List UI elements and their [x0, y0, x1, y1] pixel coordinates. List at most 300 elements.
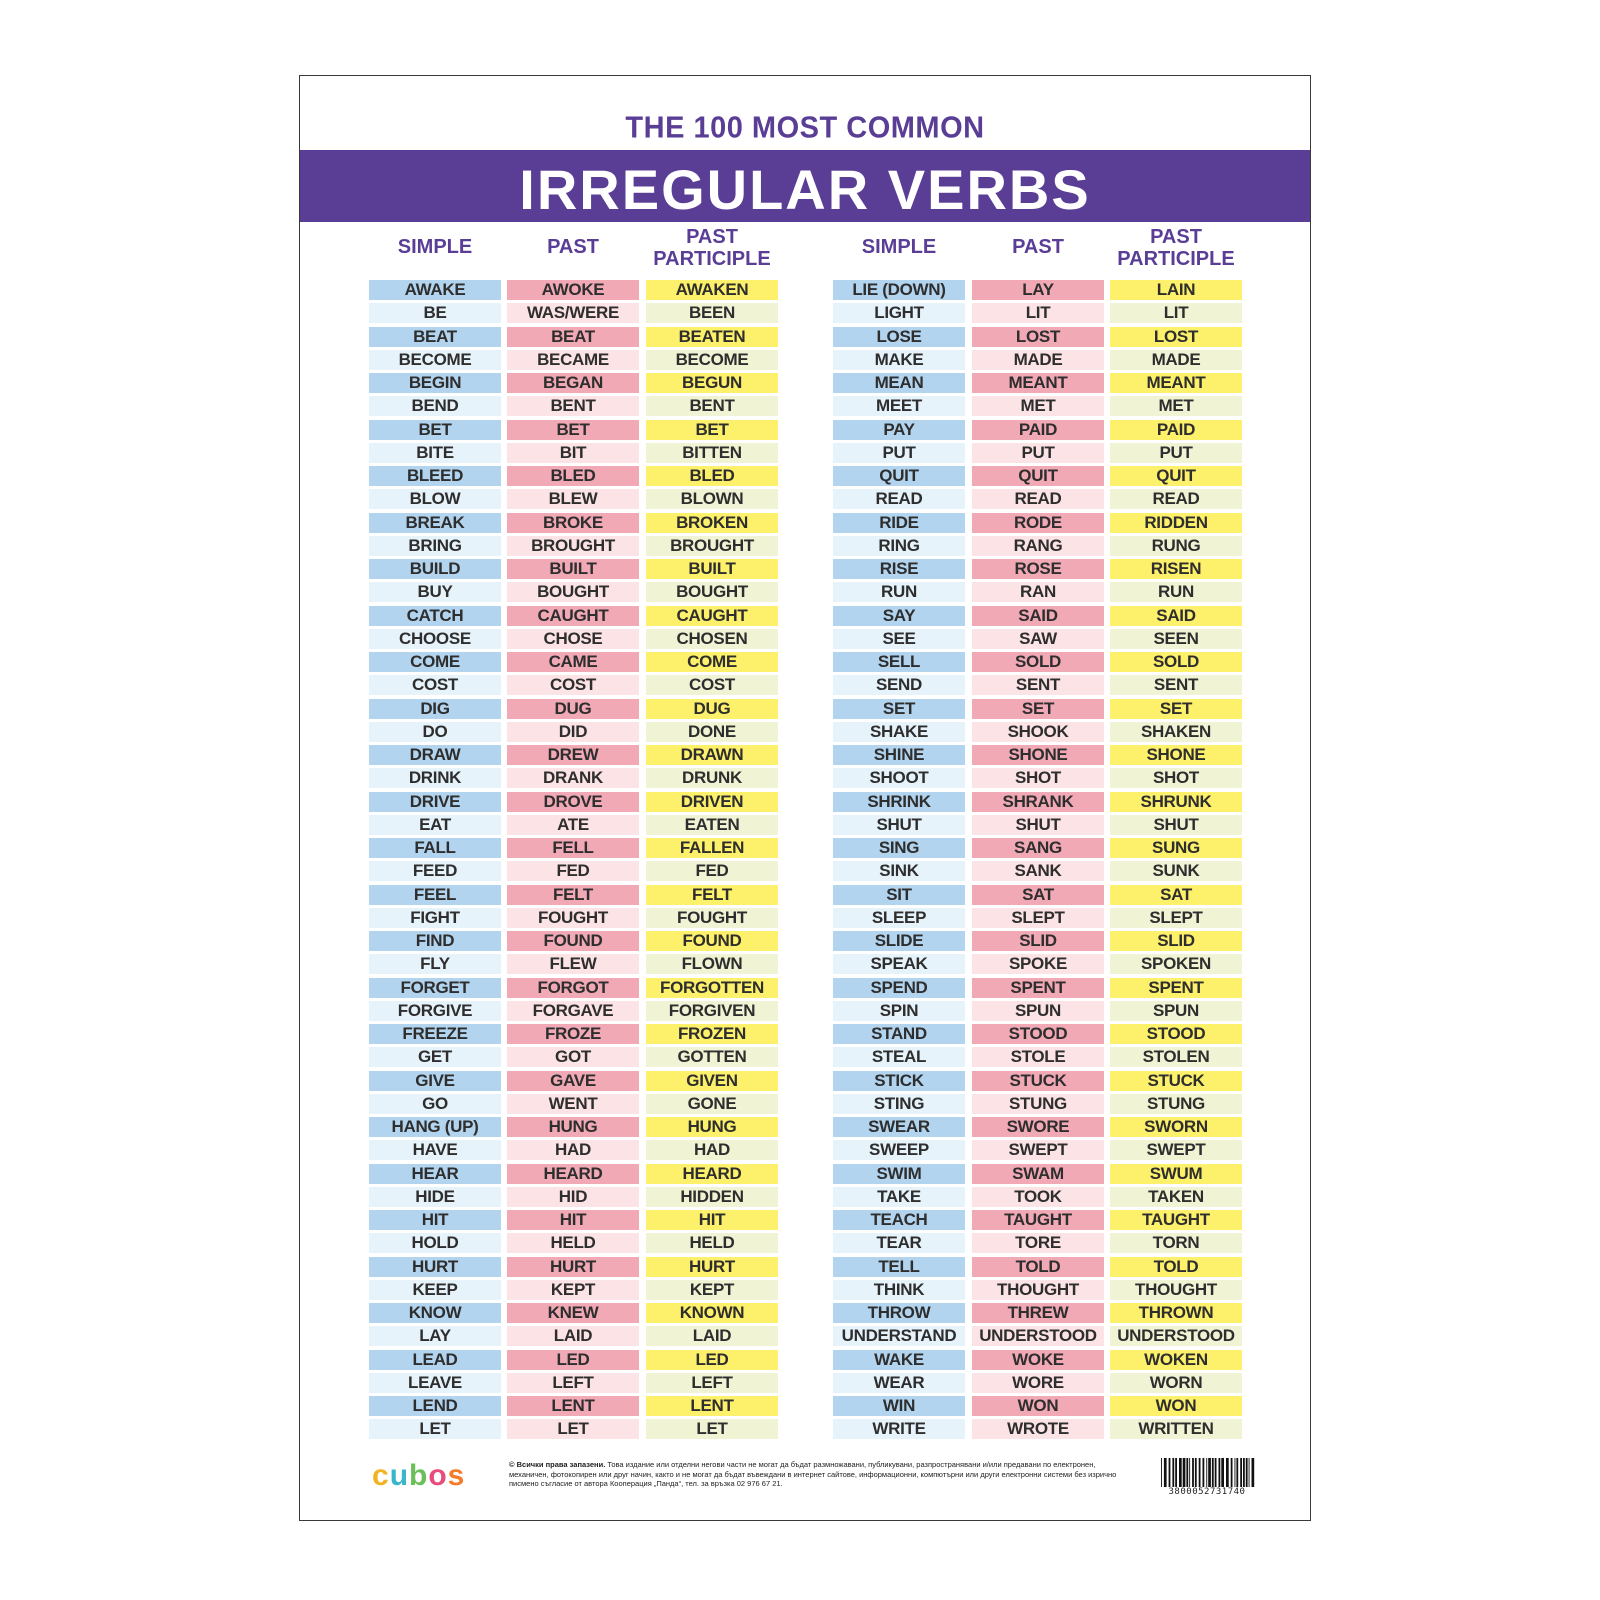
verb-cell-simple: FIND: [369, 931, 501, 951]
verb-cell-past-participle: BUILT: [646, 559, 778, 579]
column-header-past-participle: [646, 226, 778, 270]
verb-cell-past-participle: UNDERSTOOD: [1110, 1326, 1242, 1346]
verb-cell-past: HIT: [507, 1210, 639, 1230]
title-banner: [300, 150, 1310, 222]
logo-letter: u: [389, 1461, 410, 1491]
verb-cell-simple: KNOW: [369, 1303, 501, 1323]
logo-letter: c: [372, 1461, 390, 1491]
verb-cell-past-participle: MET: [1110, 396, 1242, 416]
verb-cell-past: SLID: [972, 931, 1104, 951]
verb-cell-past: BECAME: [507, 350, 639, 370]
verb-cell-past: WON: [972, 1396, 1104, 1416]
verb-cell-past: FED: [507, 861, 639, 881]
verb-cell-past: DUG: [507, 699, 639, 719]
verb-cell-past: HID: [507, 1187, 639, 1207]
verb-cell-past-participle: FALLEN: [646, 838, 778, 858]
verb-cell-past: LED: [507, 1350, 639, 1370]
verb-cell-past: PUT: [972, 443, 1104, 463]
verb-cell-past: SAW: [972, 629, 1104, 649]
verb-cell-simple: SPEAK: [833, 954, 965, 974]
verb-cell-past: DROVE: [507, 792, 639, 812]
verb-cell-simple: FEEL: [369, 885, 501, 905]
verb-cell-simple: TAKE: [833, 1187, 965, 1207]
verb-cell-past: WOKE: [972, 1350, 1104, 1370]
verb-cell-past: LIT: [972, 303, 1104, 323]
verb-cell-past-participle: PUT: [1110, 443, 1242, 463]
verb-cell-simple: BE: [369, 303, 501, 323]
verb-cell-past-participle: THOUGHT: [1110, 1280, 1242, 1300]
verb-cell-past-participle: CAUGHT: [646, 606, 778, 626]
verb-cell-past: SLEPT: [972, 908, 1104, 928]
verb-cell-past: PAID: [972, 420, 1104, 440]
verb-cell-past: SPENT: [972, 978, 1104, 998]
verb-cell-past: CAUGHT: [507, 606, 639, 626]
cubos-logo: [372, 1461, 486, 1491]
verb-cell-past-participle: SEEN: [1110, 629, 1242, 649]
verb-cell-past: ROSE: [972, 559, 1104, 579]
verb-cell-past-participle: GOTTEN: [646, 1047, 778, 1067]
column-header-past: PAST: [547, 236, 599, 258]
verb-cell-past: BROKE: [507, 513, 639, 533]
verb-cell-past: LAID: [507, 1326, 639, 1346]
column-header-past-participle-line2: PARTICIPLE: [653, 248, 771, 270]
verb-cell-simple: STAND: [833, 1024, 965, 1044]
verb-cell-past-participle: SPOKEN: [1110, 954, 1242, 974]
verb-cell-simple: SET: [833, 699, 965, 719]
verb-cell-simple: COST: [369, 675, 501, 695]
verb-cell-past: KEPT: [507, 1280, 639, 1300]
verb-cell-simple: LET: [369, 1419, 501, 1439]
verb-cell-simple: SAY: [833, 606, 965, 626]
verb-cell-simple: STEAL: [833, 1047, 965, 1067]
verb-cell-past: SWEPT: [972, 1140, 1104, 1160]
verb-cell-past: THOUGHT: [972, 1280, 1104, 1300]
column-header-past-participle-line2: PARTICIPLE: [1117, 248, 1235, 270]
verb-cell-simple: FIGHT: [369, 908, 501, 928]
verb-cell-past: SHUT: [972, 815, 1104, 835]
verb-cell-past-participle: FORGIVEN: [646, 1001, 778, 1021]
verb-cell-past: MET: [972, 396, 1104, 416]
legal-notice-bold: © Всички права запазени.: [509, 1460, 606, 1469]
verb-cell-simple: SHAKE: [833, 722, 965, 742]
verb-cell-past: WORE: [972, 1373, 1104, 1393]
verb-cell-simple: BEAT: [369, 327, 501, 347]
verb-cell-simple: LEAVE: [369, 1373, 501, 1393]
verb-cell-past: KNEW: [507, 1303, 639, 1323]
verb-cell-simple: SLEEP: [833, 908, 965, 928]
verb-cell-past: BROUGHT: [507, 536, 639, 556]
verb-cell-past: SHOOK: [972, 722, 1104, 742]
poster: [299, 75, 1311, 1521]
verb-cell-past-participle: BECOME: [646, 350, 778, 370]
verb-cell-past-participle: BET: [646, 420, 778, 440]
verb-cell-past-participle: SET: [1110, 699, 1242, 719]
verb-cell-simple: MEET: [833, 396, 965, 416]
verb-cell-past-participle: SHUT: [1110, 815, 1242, 835]
verb-cell-past: SWORE: [972, 1117, 1104, 1137]
verb-cell-simple: BRING: [369, 536, 501, 556]
verb-cell-past-participle: FELT: [646, 885, 778, 905]
verb-cell-past-participle: STOLEN: [1110, 1047, 1242, 1067]
verb-cell-past-participle: BITTEN: [646, 443, 778, 463]
verb-cell-past-participle: SHAKEN: [1110, 722, 1242, 742]
verb-cell-simple: DO: [369, 722, 501, 742]
verb-cell-past-participle: SUNK: [1110, 861, 1242, 881]
verb-cell-simple: LAY: [369, 1326, 501, 1346]
verb-cell-simple: UNDERSTAND: [833, 1326, 965, 1346]
verb-cell-past-participle: WON: [1110, 1396, 1242, 1416]
verb-cell-past-participle: FORGOTTEN: [646, 978, 778, 998]
column-header-past-participle-line1: PAST: [1150, 226, 1202, 248]
verb-cell-simple: FORGIVE: [369, 1001, 501, 1021]
verb-cell-past-participle: TAKEN: [1110, 1187, 1242, 1207]
verb-cell-past-participle: LED: [646, 1350, 778, 1370]
verb-cell-past-participle: FED: [646, 861, 778, 881]
column-header-simple: SIMPLE: [861, 236, 937, 258]
verb-cell-simple: BLOW: [369, 489, 501, 509]
verb-cell-simple: SHINE: [833, 745, 965, 765]
verb-cell-past-participle: DRAWN: [646, 745, 778, 765]
verb-cell-past-participle: LET: [646, 1419, 778, 1439]
verb-cell-past: BLEW: [507, 489, 639, 509]
verb-cell-past-participle: EATEN: [646, 815, 778, 835]
verb-cell-past-participle: SLID: [1110, 931, 1242, 951]
verb-cell-simple: BUY: [369, 582, 501, 602]
verb-cell-past: BEAT: [507, 327, 639, 347]
column-header-past: PAST: [1012, 236, 1064, 258]
verb-cell-past-participle: HURT: [646, 1257, 778, 1277]
verb-cell-past-participle: DONE: [646, 722, 778, 742]
verb-cell-past: LAY: [972, 280, 1104, 300]
verb-cell-past-participle: GIVEN: [646, 1071, 778, 1091]
verb-cell-past-participle: BEGUN: [646, 373, 778, 393]
verb-cell-past-participle: SLEPT: [1110, 908, 1242, 928]
verb-cell-simple: SWEAR: [833, 1117, 965, 1137]
verb-cell-past: RODE: [972, 513, 1104, 533]
verb-cell-past-participle: HIT: [646, 1210, 778, 1230]
verb-cell-past-participle: HIDDEN: [646, 1187, 778, 1207]
verb-cell-past-participle: BLOWN: [646, 489, 778, 509]
verb-cell-past: MADE: [972, 350, 1104, 370]
logo-letter: o: [428, 1461, 448, 1491]
verb-cell-simple: STING: [833, 1094, 965, 1114]
verb-cell-past-participle: COME: [646, 652, 778, 672]
verb-cell-past: SHRANK: [972, 792, 1104, 812]
verb-cell-past-participle: QUIT: [1110, 466, 1242, 486]
verb-cell-past-participle: LIT: [1110, 303, 1242, 323]
verb-cell-simple: HURT: [369, 1257, 501, 1277]
verb-cell-simple: SHRINK: [833, 792, 965, 812]
verb-cell-simple: SING: [833, 838, 965, 858]
verb-cell-past: STOLE: [972, 1047, 1104, 1067]
verb-cell-past-participle: LOST: [1110, 327, 1242, 347]
verb-cell-past-participle: LEFT: [646, 1373, 778, 1393]
verb-cell-past: LOST: [972, 327, 1104, 347]
verb-cell-simple: SIT: [833, 885, 965, 905]
verb-cell-past-participle: RUNG: [1110, 536, 1242, 556]
verb-cell-past: WROTE: [972, 1419, 1104, 1439]
verb-cell-past: HELD: [507, 1233, 639, 1253]
verb-cell-past-participle: SPUN: [1110, 1001, 1242, 1021]
verb-cell-past-participle: TAUGHT: [1110, 1210, 1242, 1230]
verb-cell-past-participle: KEPT: [646, 1280, 778, 1300]
verb-cell-past: FELL: [507, 838, 639, 858]
verb-cell-simple: COME: [369, 652, 501, 672]
verb-cell-simple: DRAW: [369, 745, 501, 765]
verb-cell-past-participle: SAT: [1110, 885, 1242, 905]
verb-cell-simple: RUN: [833, 582, 965, 602]
verb-cell-past-participle: COST: [646, 675, 778, 695]
verb-cell-simple: LEAD: [369, 1350, 501, 1370]
verb-cell-past-participle: FROZEN: [646, 1024, 778, 1044]
verb-cell-simple: GET: [369, 1047, 501, 1067]
verb-cell-simple: FORGET: [369, 978, 501, 998]
verb-cell-simple: SEND: [833, 675, 965, 695]
verb-cell-past-participle: HAD: [646, 1140, 778, 1160]
verb-cell-past: SAT: [972, 885, 1104, 905]
verb-cell-past: SPUN: [972, 1001, 1104, 1021]
verb-cell-past: COST: [507, 675, 639, 695]
verb-cell-past: CHOSE: [507, 629, 639, 649]
verb-cell-past-participle: BOUGHT: [646, 582, 778, 602]
verb-cell-past-participle: THROWN: [1110, 1303, 1242, 1323]
verb-cell-simple: DRIVE: [369, 792, 501, 812]
verb-cell-past: SWAM: [972, 1164, 1104, 1184]
verb-cell-simple: KEEP: [369, 1280, 501, 1300]
verb-cell-past: DREW: [507, 745, 639, 765]
verb-cell-simple: BECOME: [369, 350, 501, 370]
verb-cell-past-participle: CHOSEN: [646, 629, 778, 649]
verb-cell-simple: THINK: [833, 1280, 965, 1300]
verb-cell-simple: BLEED: [369, 466, 501, 486]
verb-cell-past-participle: RISEN: [1110, 559, 1242, 579]
verb-cell-past-participle: MADE: [1110, 350, 1242, 370]
verb-cell-past: BLED: [507, 466, 639, 486]
verb-cell-past-participle: RIDDEN: [1110, 513, 1242, 533]
verb-cell-past-participle: SAID: [1110, 606, 1242, 626]
verb-cell-past: BENT: [507, 396, 639, 416]
verb-cell-past-participle: FLOWN: [646, 954, 778, 974]
verb-cell-past-participle: HELD: [646, 1233, 778, 1253]
verb-cell-past-participle: DRUNK: [646, 768, 778, 788]
verb-cell-past: SHONE: [972, 745, 1104, 765]
verb-cell-simple: HANG (UP): [369, 1117, 501, 1137]
verb-cell-simple: SLIDE: [833, 931, 965, 951]
verb-cell-past: FORGOT: [507, 978, 639, 998]
poster-title: IRREGULAR VERBS: [519, 158, 1091, 221]
verb-cell-past: FOUGHT: [507, 908, 639, 928]
verb-cell-past: DRANK: [507, 768, 639, 788]
verb-cell-past-participle: LENT: [646, 1396, 778, 1416]
verb-cell-simple: SINK: [833, 861, 965, 881]
poster-subtitle: THE 100 MOST COMMON: [625, 111, 985, 145]
verb-cell-simple: SWIM: [833, 1164, 965, 1184]
verb-cell-past: LENT: [507, 1396, 639, 1416]
verb-cell-past-participle: SUNG: [1110, 838, 1242, 858]
verb-cell-simple: GIVE: [369, 1071, 501, 1091]
verb-cell-simple: LOSE: [833, 327, 965, 347]
verb-cell-past: WENT: [507, 1094, 639, 1114]
verb-cell-past: FOUND: [507, 931, 639, 951]
verb-cell-simple: WEAR: [833, 1373, 965, 1393]
verb-cell-past: LET: [507, 1419, 639, 1439]
verb-cell-past-participle: SOLD: [1110, 652, 1242, 672]
verb-cell-past: HAD: [507, 1140, 639, 1160]
verb-cell-simple: PUT: [833, 443, 965, 463]
verb-cell-past: FORGAVE: [507, 1001, 639, 1021]
verb-cell-simple: HAVE: [369, 1140, 501, 1160]
verb-cell-simple: BEGIN: [369, 373, 501, 393]
verb-cell-past-participle: STOOD: [1110, 1024, 1242, 1044]
verb-cell-past: SANK: [972, 861, 1104, 881]
verb-cell-past: SAID: [972, 606, 1104, 626]
verb-cell-past-participle: TOLD: [1110, 1257, 1242, 1277]
verb-cell-past: TOLD: [972, 1257, 1104, 1277]
verb-cell-simple: MEAN: [833, 373, 965, 393]
verb-cell-past-participle: BROKEN: [646, 513, 778, 533]
verb-cell-simple: AWAKE: [369, 280, 501, 300]
verb-cell-past-participle: BLED: [646, 466, 778, 486]
verb-cell-past-participle: SWEPT: [1110, 1140, 1242, 1160]
verb-cell-past: WAS/WERE: [507, 303, 639, 323]
verb-cell-simple: RING: [833, 536, 965, 556]
verb-cell-past-participle: SWORN: [1110, 1117, 1242, 1137]
verb-cell-past: FROZE: [507, 1024, 639, 1044]
verb-cell-past-participle: RUN: [1110, 582, 1242, 602]
verb-cell-past-participle: TORN: [1110, 1233, 1242, 1253]
verb-cell-simple: SELL: [833, 652, 965, 672]
verb-cell-simple: RISE: [833, 559, 965, 579]
verb-cell-past-participle: SHONE: [1110, 745, 1242, 765]
verb-cell-past: STUNG: [972, 1094, 1104, 1114]
verb-cell-past: HUNG: [507, 1117, 639, 1137]
verb-cell-simple: RIDE: [833, 513, 965, 533]
verb-cell-past: BUILT: [507, 559, 639, 579]
verb-cell-simple: HIDE: [369, 1187, 501, 1207]
verb-cell-past: GOT: [507, 1047, 639, 1067]
verb-cell-past: MEANT: [972, 373, 1104, 393]
verb-cell-past-participle: FOUND: [646, 931, 778, 951]
verb-cell-past-participle: FOUGHT: [646, 908, 778, 928]
verb-cell-simple: LEND: [369, 1396, 501, 1416]
verb-cell-simple: TELL: [833, 1257, 965, 1277]
verb-cell-simple: FEED: [369, 861, 501, 881]
verb-cell-simple: CHOOSE: [369, 629, 501, 649]
verb-cell-past: BET: [507, 420, 639, 440]
verb-cell-past-participle: BEEN: [646, 303, 778, 323]
verb-cell-simple: QUIT: [833, 466, 965, 486]
verb-cell-past: SET: [972, 699, 1104, 719]
legal-notice: [509, 1460, 1129, 1489]
verb-cell-past-participle: BEATEN: [646, 327, 778, 347]
verb-cell-past-participle: SPENT: [1110, 978, 1242, 998]
verb-cell-past-participle: WOKEN: [1110, 1350, 1242, 1370]
verb-cell-simple: BEND: [369, 396, 501, 416]
verb-cell-simple: FLY: [369, 954, 501, 974]
verb-cell-past: STOOD: [972, 1024, 1104, 1044]
verb-cell-simple: FALL: [369, 838, 501, 858]
verb-cell-simple: BUILD: [369, 559, 501, 579]
verb-cell-past-participle: KNOWN: [646, 1303, 778, 1323]
verb-cell-past: HEARD: [507, 1164, 639, 1184]
verb-cell-past-participle: SENT: [1110, 675, 1242, 695]
verb-cell-simple: SPEND: [833, 978, 965, 998]
verb-cell-simple: LIE (DOWN): [833, 280, 965, 300]
verb-cell-simple: TEACH: [833, 1210, 965, 1230]
verb-cell-simple: BREAK: [369, 513, 501, 533]
verb-cell-simple: SPIN: [833, 1001, 965, 1021]
verb-cell-simple: THROW: [833, 1303, 965, 1323]
verb-cell-simple: EAT: [369, 815, 501, 835]
logo-letter: s: [447, 1461, 466, 1491]
verb-cell-past: SENT: [972, 675, 1104, 695]
column-header-past-participle-line1: PAST: [686, 226, 738, 248]
verb-cell-past: UNDERSTOOD: [972, 1326, 1104, 1346]
logo-letter: b: [409, 1461, 429, 1491]
verb-cell-simple: TEAR: [833, 1233, 965, 1253]
verb-cell-simple: DRINK: [369, 768, 501, 788]
verb-cell-past-participle: SHOT: [1110, 768, 1242, 788]
verb-cell-past-participle: PAID: [1110, 420, 1242, 440]
verb-cell-simple: WAKE: [833, 1350, 965, 1370]
verb-cell-past: TOOK: [972, 1187, 1104, 1207]
verb-cell-past: SHOT: [972, 768, 1104, 788]
verb-cell-past: FLEW: [507, 954, 639, 974]
verb-cell-past-participle: AWAKEN: [646, 280, 778, 300]
verb-cell-past-participle: GONE: [646, 1094, 778, 1114]
verb-cell-past-participle: DUG: [646, 699, 778, 719]
verb-cell-simple: SEE: [833, 629, 965, 649]
verb-cell-past: SANG: [972, 838, 1104, 858]
verb-cell-past-participle: MEANT: [1110, 373, 1242, 393]
verb-cell-past: LEFT: [507, 1373, 639, 1393]
verb-cell-past-participle: LAIN: [1110, 280, 1242, 300]
verb-cell-past: BIT: [507, 443, 639, 463]
legal-notice-text: Това издание или отделни негови части не могат да бъдат размножавани, публикувани, разпространявани и/или предавани по електронен, механичен, фотокопирен или друг начин, както и не могат да бъдат въвеждани в интернет сайтове, информационни, компютърни или други електронни системи без изрично писмено съгласие от автора Кооперация „Панда“, тел. за връзка 02 976 67 21.: [509, 1460, 1117, 1488]
verb-cell-simple: SHUT: [833, 815, 965, 835]
verb-cell-simple: WIN: [833, 1396, 965, 1416]
verb-cell-past-participle: HEARD: [646, 1164, 778, 1184]
verb-cell-past: HURT: [507, 1257, 639, 1277]
verb-cell-simple: GO: [369, 1094, 501, 1114]
verb-cell-past: SPOKE: [972, 954, 1104, 974]
verb-cell-simple: READ: [833, 489, 965, 509]
column-header-simple: SIMPLE: [397, 236, 473, 258]
verb-cell-simple: DIG: [369, 699, 501, 719]
verb-cell-past-participle: WRITTEN: [1110, 1419, 1242, 1439]
verb-cell-past-participle: LAID: [646, 1326, 778, 1346]
verb-cell-past-participle: SHRUNK: [1110, 792, 1242, 812]
verb-cell-simple: STICK: [833, 1071, 965, 1091]
verb-cell-simple: BITE: [369, 443, 501, 463]
verb-cell-past: CAME: [507, 652, 639, 672]
verb-cell-simple: HEAR: [369, 1164, 501, 1184]
verb-cell-simple: LIGHT: [833, 303, 965, 323]
verb-cell-simple: WRITE: [833, 1419, 965, 1439]
verb-cell-past: AWOKE: [507, 280, 639, 300]
verb-cell-past-participle: READ: [1110, 489, 1242, 509]
verb-cell-past-participle: STUNG: [1110, 1094, 1242, 1114]
verb-cell-past: BEGAN: [507, 373, 639, 393]
verb-cell-past: STUCK: [972, 1071, 1104, 1091]
verb-cell-past: TAUGHT: [972, 1210, 1104, 1230]
verb-cell-simple: SWEEP: [833, 1140, 965, 1160]
verb-cell-past: SOLD: [972, 652, 1104, 672]
verb-cell-simple: CATCH: [369, 606, 501, 626]
verb-cell-past-participle: BENT: [646, 396, 778, 416]
verb-cell-past: RAN: [972, 582, 1104, 602]
verb-cell-past: ATE: [507, 815, 639, 835]
